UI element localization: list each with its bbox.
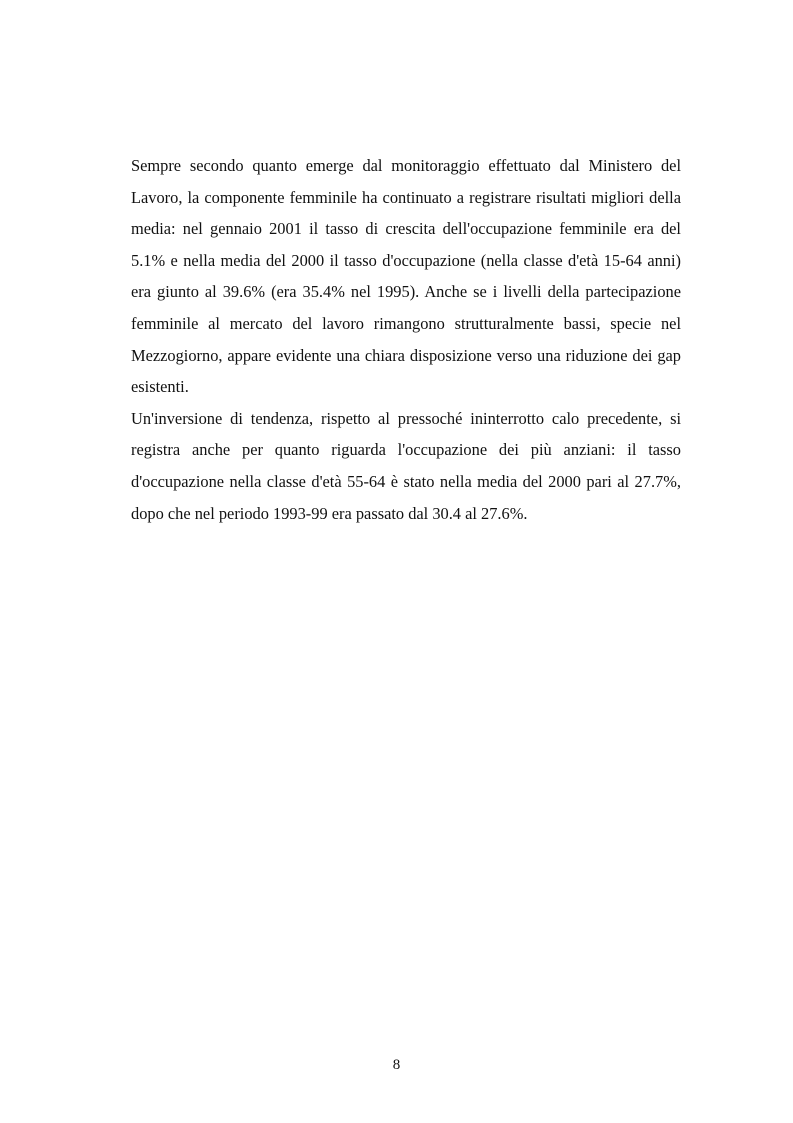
body-text	[131, 150, 681, 529]
paragraph-female-employment: Sempre secondo quanto emerge dal monitoraggio effettuato dal Ministero del Lavoro, la componente femminile ha continuato a registrare risultati migliori della media: nel gennaio 2001 il tasso di crescita dell'occupazione femminile era del 5.1% e nella media del 2000 il tasso d'occupazione (nella classe d'età 15-64 anni) era giunto al 39.6% (era 35.4% nel 1995). Anche se i livelli della partecipazione femminile al mercato del lavoro rimangono strutturalmente bassi, specie nel Mezzogiorno, appare evidente una chiara disposizione verso una riduzione dei gap esistenti.	[131, 156, 681, 397]
page-number: 8	[392, 1057, 401, 1073]
paragraph-older-workers-employment: Un'inversione di tendenza, rispetto al pressoché ininterrotto calo precedente, si registra anche per quanto riguarda l'occupazione dei più anziani: il tasso d'occupazione nella classe d'età 55-64 è stato nella media del 2000 pari al 27.7%, dopo che nel periodo 1993-99 era passato dal 30.4 al 27.6%.	[131, 408, 681, 523]
